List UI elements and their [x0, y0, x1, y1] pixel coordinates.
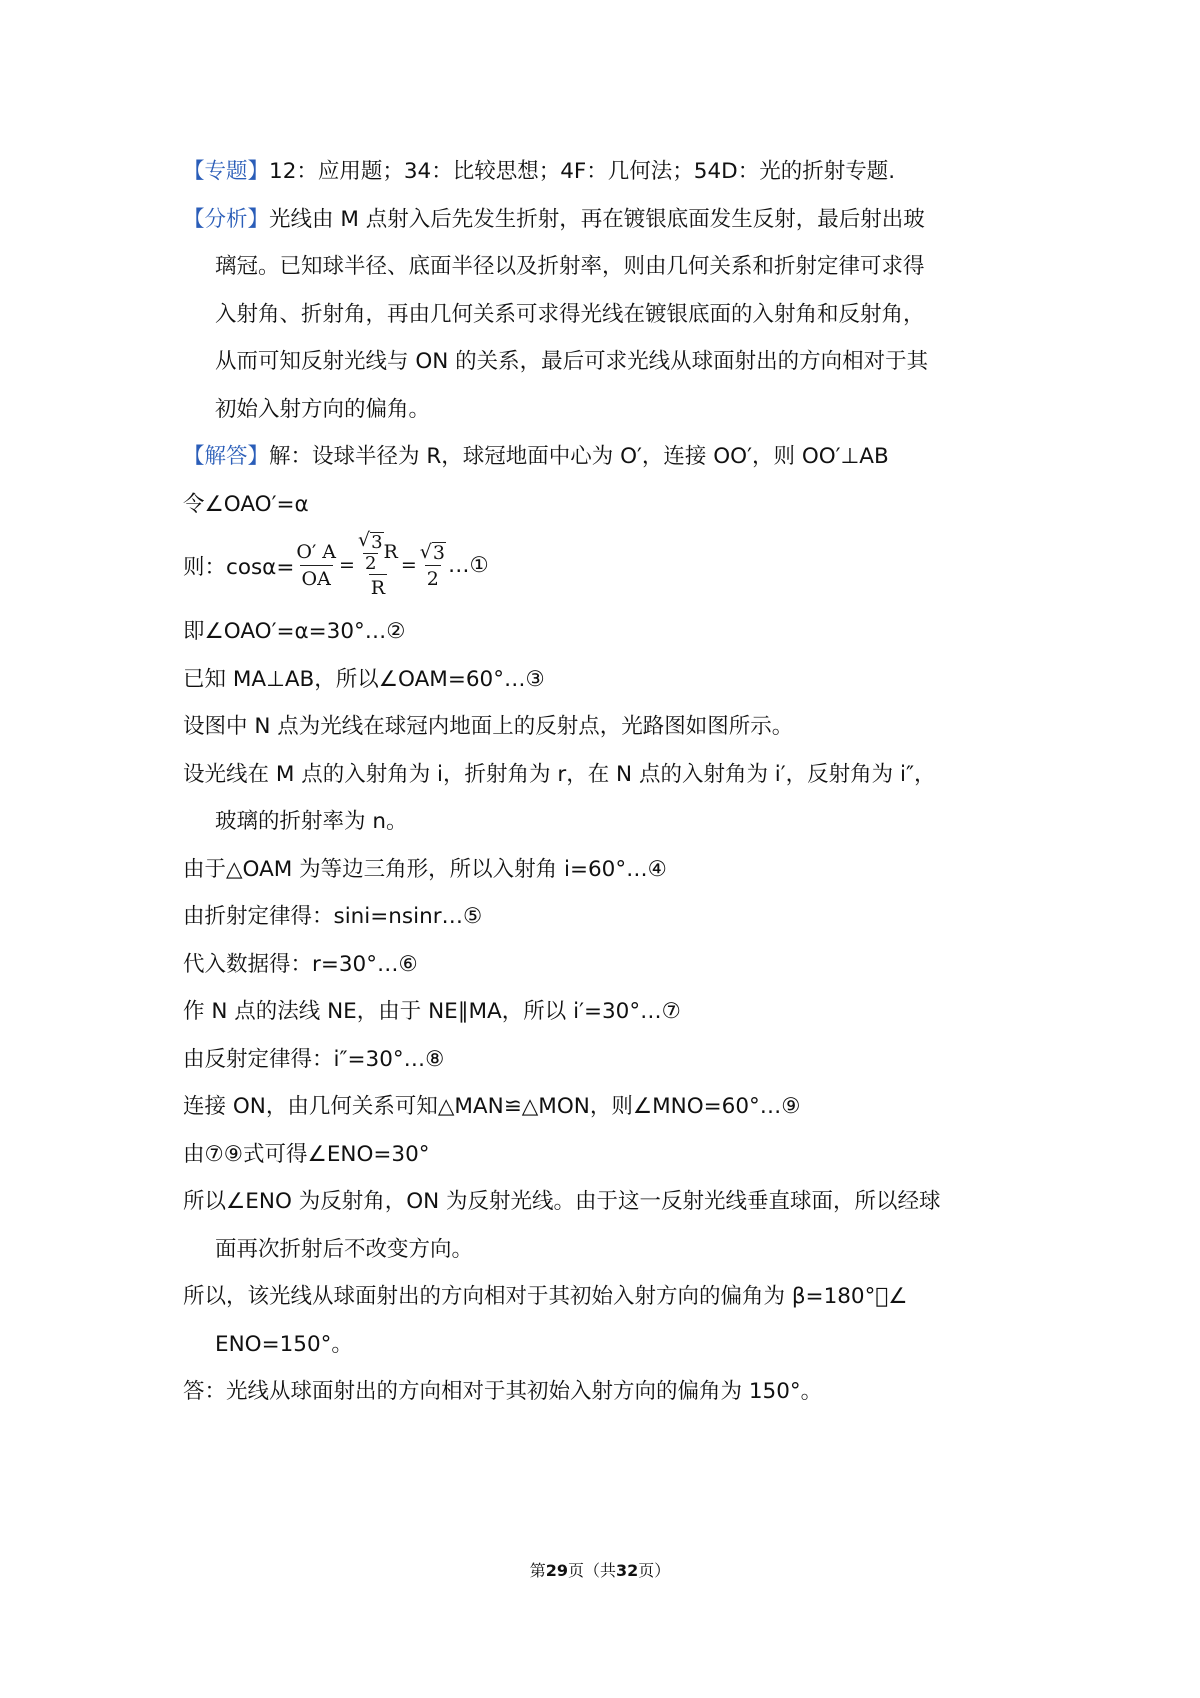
- analysis-line-2: 璃冠。已知球半径、底面半径以及折射率，则由几何关系和折射定律可求得: [215, 254, 925, 279]
- step-2-line: 即∠OAO′=α=30°…②: [183, 619, 406, 644]
- step-8-line: 由反射定律得：i″=30°…⑧: [183, 1046, 445, 1072]
- analysis-line-1: [183, 196, 1033, 244]
- fraction-sqrt3-r-numerator: [356, 529, 400, 574]
- equals-sign-2: =: [400, 554, 417, 576]
- step-12-line-1: 所以，该光线从球面射出的方向相对于其初始入射方向的偏角为 β=180°￿∠: [183, 1284, 908, 1309]
- step-12-line-2: ENO=150°。: [215, 1331, 353, 1357]
- fraction-sqrt3-r: [356, 529, 400, 601]
- analysis-tag: 【分析】: [183, 206, 270, 232]
- step-i-line-2: 玻璃的折射率为 n。: [215, 809, 408, 834]
- radicand: 3: [371, 532, 383, 553]
- step-i-line-1: 设光线在 M 点的入射角为 i，折射角为 r，在 N 点的入射角为 i′，反射角为 i″，: [183, 761, 936, 787]
- fraction-sqrt3-2-denominator: 2: [425, 565, 441, 592]
- fraction-oa: [294, 539, 338, 592]
- radical-icon: √: [357, 529, 371, 551]
- equals-sign-1: =: [339, 554, 355, 576]
- footer-middle: 页（共: [567, 1561, 616, 1580]
- footer-total-pages: 32: [616, 1561, 639, 1580]
- formula-prefix: 则：cosα=: [183, 554, 295, 580]
- answer-tag: 【解答】: [183, 444, 270, 469]
- radius-r: R: [383, 540, 398, 563]
- step-n-line: 设图中 N 点为光线在球冠内地面上的反射点，光路图如图所示。: [183, 714, 794, 739]
- footer-page-number: 29: [545, 1561, 568, 1580]
- answer-text-1: 解：设球半径为 R，球冠地面中心为 O′，连接 OO′，则 OO′⊥AB: [269, 444, 889, 469]
- footer-suffix: 页）: [638, 1561, 671, 1580]
- radicand-2: 3: [432, 541, 445, 564]
- solution-content: [183, 148, 1033, 1416]
- page-footer: [0, 1558, 1200, 1581]
- step-6-line: 代入数据得：r=30°…⑥: [183, 951, 418, 977]
- formula-suffix: …①: [447, 552, 489, 578]
- analysis-line-5: 初始入射方向的偏角。: [215, 396, 431, 422]
- step-4-line: 由于△OAM 为等边三角形，所以入射角 i=60°…④: [183, 856, 667, 882]
- analysis-line-4: 从而可知反射光线与 ON 的关系，最后可求光线从球面射出的方向相对于其: [215, 349, 929, 374]
- topic-tag: 【专题】: [183, 159, 270, 184]
- fraction-sqrt3-2-numerator: [418, 539, 448, 565]
- radical-icon: √: [419, 540, 432, 563]
- step-9-line: 连接 ON，由几何关系可知△MAN≌△MON，则∠MNO=60°…⑨: [183, 1094, 801, 1119]
- fraction-sqrt3-r-denominator: R: [369, 574, 387, 601]
- fraction-sqrt3-2: [418, 539, 448, 592]
- topic-text: 12：应用题；34：比较思想；4F：几何法；54D：光的折射专题.: [269, 159, 896, 184]
- analysis-text-1: 光线由 M 点射入后先发生折射，再在镀银底面发生反射，最后射出玻: [269, 206, 925, 232]
- inner-denominator: 2: [365, 553, 377, 574]
- inner-fraction: [358, 529, 384, 574]
- fraction-oa-numerator: O′ A: [296, 540, 337, 563]
- step-10-line: 由⑦⑨式可得∠ENO=30°: [183, 1141, 430, 1167]
- step-3-line: 已知 MA⊥AB，所以∠OAM=60°…③: [183, 666, 545, 692]
- step-11-line-1: 所以∠ENO 为反射角，ON 为反射光线。由于这一反射光线垂直球面，所以经球: [183, 1189, 941, 1214]
- fraction-oa-denominator: OA: [300, 565, 333, 592]
- step-7-line: 作 N 点的法线 NE，由于 NE∥MA，所以 i′=30°…⑦: [183, 999, 681, 1024]
- step-11-line-2: 面再次折射后不改变方向。: [215, 1236, 474, 1262]
- sqrt-3: [358, 529, 384, 553]
- analysis-line-3: 入射角、折射角，再由几何关系可求得光线在镀银底面的入射角和反射角，: [215, 301, 925, 327]
- let-alpha-line: 令∠OAO′=α: [183, 491, 309, 517]
- cos-formula: [183, 524, 1033, 606]
- final-answer-line: 答：光线从球面射出的方向相对于其初始入射方向的偏角为 150°。: [183, 1379, 823, 1404]
- answer-line-1: [183, 433, 1033, 481]
- topic-line: [183, 148, 1033, 196]
- step-5-line: 由折射定律得：sini=nsinr…⑤: [183, 904, 483, 929]
- footer-prefix: 第: [529, 1561, 546, 1580]
